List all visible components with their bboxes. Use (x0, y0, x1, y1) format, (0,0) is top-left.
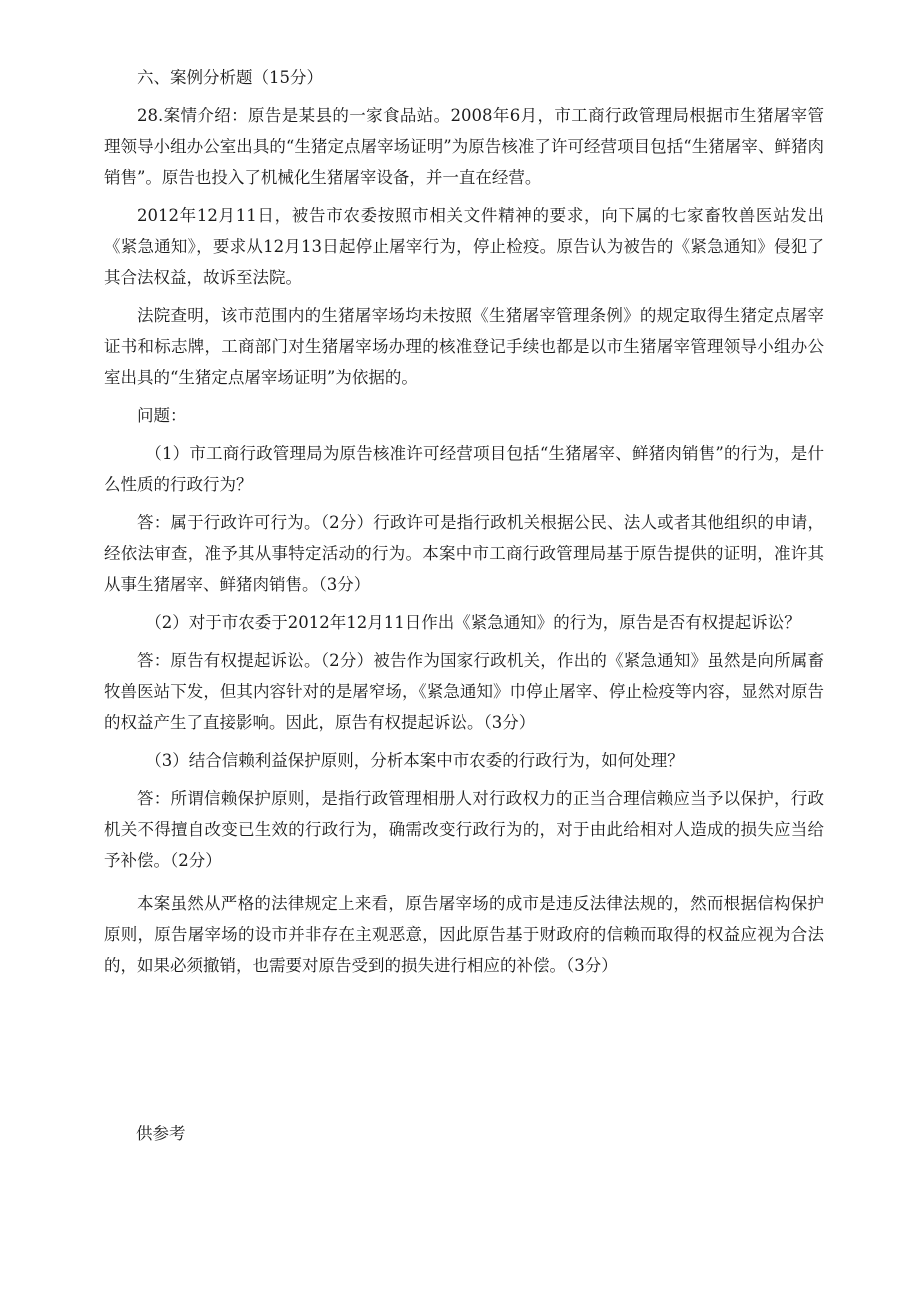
question-3: （3）结合信赖利益保护原则，分析本案中市农委的行政行为，如何处理？ (145, 751, 684, 770)
case-paragraph-3: 法院查明，该市范围内的生猪屠宰场均未按照《生猪屠宰管理条例》的规定取得生猪定点屠宰证书和标志牌，工商部门对生猪屠宰场办理的核准登记手续也都是以市生猪屠宰管理领导小组办公室出具的“生猪定点屠宰场证明”为依据的。 (104, 306, 824, 387)
question-1: （1）市工商行政管理局为原告核准许可经营项目包括“生猪屠宰、鲜猪肉销售”的行为，是什么性质的行政行为？ (104, 444, 824, 494)
answer-3: 答：所谓信赖保护原则，是指行政管理相册人对行政权力的正当合理信赖应当予以保护，行政机关不得擅自改变已生效的行政行为，确需改变行政行为的，对于由此给相对人造成的损失应当给予补偿。（2分） (104, 789, 824, 870)
reference-note: 供参考 (136, 1124, 186, 1143)
answer-1: 答：属于行政许可行为。（2分）行政许可是指行政机关根据公民、法人或者其他组织的申请，经依法审查，准予其从事特定活动的行为。本案中市工商行政管理局基于原告提供的证明，准许其从事生猪屠宰、鲜猪肉销售。（3分） (104, 513, 824, 594)
document-body (104, 62, 824, 988)
questions-label: 问题： (137, 406, 187, 425)
conclusion-paragraph: 本案虽然从严格的法律规定上来看，原告屠宰场的成市是违反法律法规的，然而根据信构保护原则，原告屠宰场的设市并非存在主观恶意，因此原告基于财政府的信赖而取得的权益应视为合法的，如果必须撤销，也需要对原告受到的损失进行相应的补偿。（3分） (104, 894, 824, 975)
question-2: （2）对于市农委于2012年12月11日作出《紧急通知》的行为，原告是否有权提起诉讼？ (145, 613, 801, 632)
case-paragraph-2: 2012年12月11日，被告市农委按照市相关文件精神的要求，向下属的七家畜牧兽医站发出《紧急通知》，要求从12月13日起停止屠宰行为，停止检疫。原告认为被告的《紧急通知》侵犯了其合法权益，故诉至法院。 (104, 206, 824, 287)
answer-2: 答：原告有权提起诉讼。（2分）被告作为国家行政机关，作出的《紧急通知》虽然是向所属畜牧兽医站下发，但其内容针对的是屠窄场，《紧急通知》巾停止屠宰、停止检疫等内容，显然对原告的权益产生了直接影响。因此，原告有权提起诉讼。（3分） (104, 651, 824, 732)
section-title: 六、案例分析题（15分） (137, 68, 323, 87)
case-intro: 28.案情介绍：原告是某县的一家食品站。2008年6月，市工商行政管理局根据市生猪屠宰管理领导小组办公室出具的“生猪定点屠宰场证明”为原告核准了许可经营项目包括“生猪屠宰、鲜猪肉销售”。原告也投入了机械化生猪屠宰设备，并一直在经营。 (104, 106, 824, 187)
